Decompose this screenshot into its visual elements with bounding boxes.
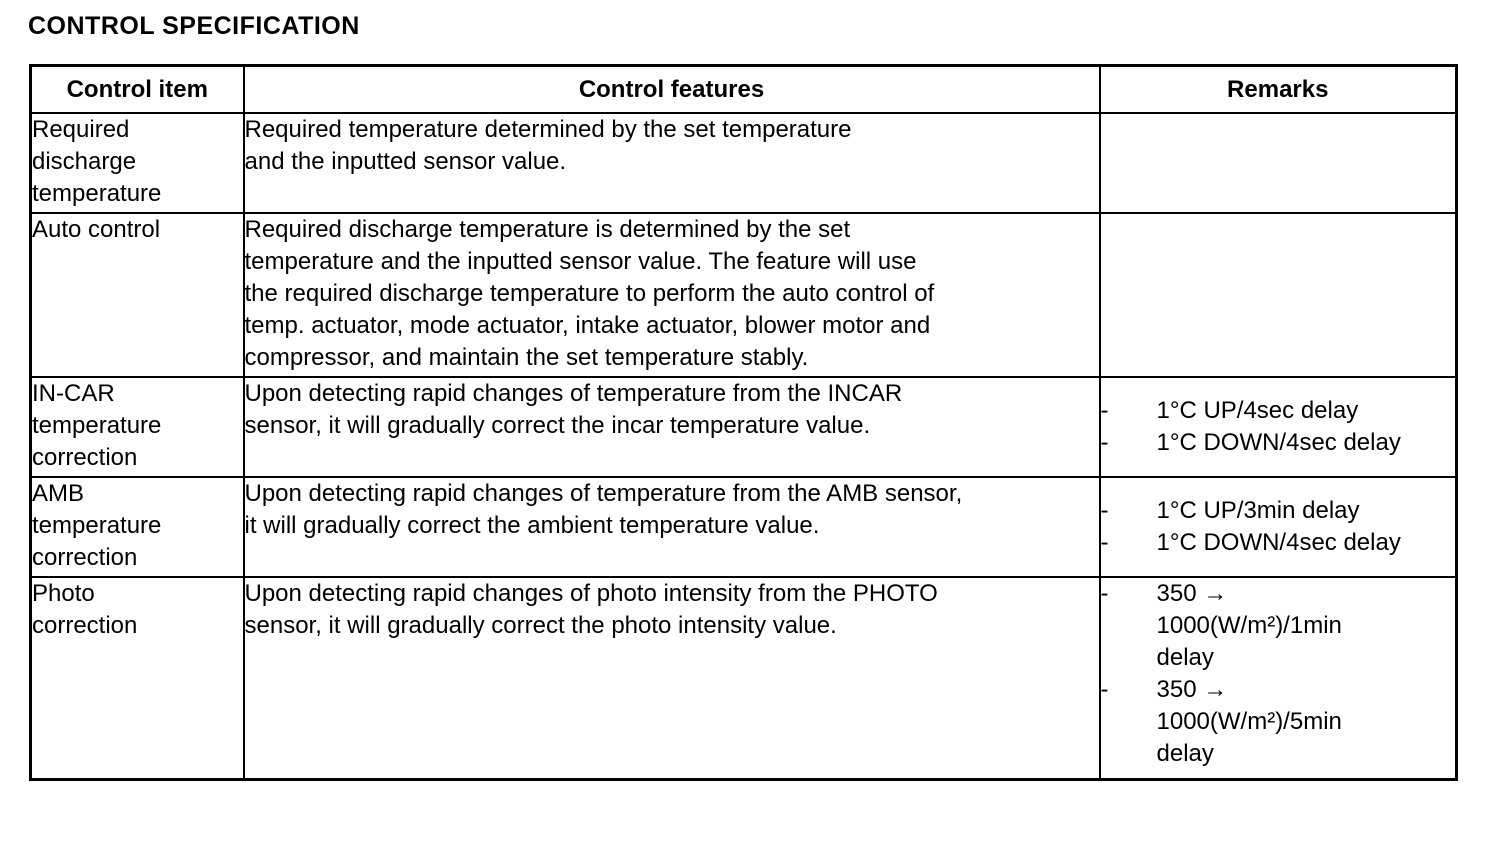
remark-text: 350 → [1156, 676, 1228, 703]
control-features-line: Upon detecting rapid changes of temperature from the INCAR [244, 380, 903, 407]
remark-text: 350 → [1156, 580, 1228, 607]
remark-item [1101, 427, 1456, 459]
control-features-line: temp. actuator, mode actuator, intake actuator, blower motor and [244, 312, 931, 339]
control-item-line: Photo [32, 580, 95, 607]
control-item-line: discharge [32, 148, 137, 175]
control-features-line: the required discharge temperature to perform the auto control of [244, 280, 935, 307]
remarks-cell [1100, 213, 1457, 377]
remark-text: 1000(W/m²)/1min [1156, 612, 1342, 639]
header-control-features: Control features [244, 66, 1100, 114]
remarks-list [1101, 578, 1456, 770]
control-features-line: compressor, and maintain the set temperature stably. [244, 344, 809, 371]
remarks-cell [1100, 577, 1457, 780]
control-item-line: temperature [32, 180, 162, 207]
control-features-cell [244, 577, 1100, 780]
control-specification-table [29, 64, 1458, 781]
control-features-line: sensor, it will gradually correct the photo intensity value. [244, 612, 837, 639]
dash-bullet: - [1100, 580, 1109, 607]
dash-bullet: - [1100, 529, 1109, 556]
control-features-cell [244, 113, 1100, 213]
remark-item [1101, 495, 1456, 527]
remark-text: 1°C UP/4sec delay [1156, 397, 1359, 424]
remark-item [1101, 395, 1456, 427]
control-item-cell [31, 113, 244, 213]
control-item-cell [31, 477, 244, 577]
control-item-line: AMB [32, 480, 85, 507]
control-features-line: Upon detecting rapid changes of photo intensity from the PHOTO [244, 580, 938, 607]
control-item-line: IN-CAR [32, 380, 115, 407]
control-features-line: Required discharge temperature is determined by the set [244, 216, 851, 243]
remark-text: 1000(W/m²)/5min [1156, 708, 1342, 735]
remarks-cell [1100, 113, 1457, 213]
control-features-line: sensor, it will gradually correct the incar temperature value. [244, 412, 871, 439]
table-row [31, 377, 1457, 477]
remark-text: delay [1156, 644, 1214, 671]
remark-item [1101, 674, 1456, 770]
dash-bullet: - [1100, 497, 1109, 524]
control-features-cell [244, 377, 1100, 477]
dash-bullet: - [1100, 676, 1109, 703]
control-features-line: and the inputted sensor value. [244, 148, 567, 175]
remark-item [1101, 578, 1456, 674]
dash-bullet: - [1100, 429, 1109, 456]
control-item-line: Required [32, 116, 130, 143]
control-item-cell [31, 213, 244, 377]
remarks-list [1101, 495, 1456, 559]
remark-text: 1°C UP/3min delay [1156, 497, 1360, 524]
remarks-cell [1100, 477, 1457, 577]
page-title: CONTROL SPECIFICATION [28, 12, 360, 40]
control-features-cell [244, 477, 1100, 577]
remarks-list [1101, 395, 1456, 459]
control-item-line: correction [32, 444, 138, 471]
table-row [31, 213, 1457, 377]
control-features-line: temperature and the inputted sensor value. The feature will use [244, 248, 917, 275]
header-remarks: Remarks [1100, 66, 1457, 114]
remark-item [1101, 527, 1456, 559]
control-item-cell [31, 377, 244, 477]
table-row [31, 577, 1457, 780]
control-features-line: Upon detecting rapid changes of temperature from the AMB sensor, [244, 480, 963, 507]
control-item-line: correction [32, 544, 138, 571]
control-item-line: Auto control [32, 216, 161, 243]
control-features-line: it will gradually correct the ambient temperature value. [244, 512, 820, 539]
control-features-cell [244, 213, 1100, 377]
table-row [31, 113, 1457, 213]
remarks-cell [1100, 377, 1457, 477]
remark-text: 1°C DOWN/4sec delay [1156, 429, 1401, 456]
remark-text: delay [1156, 740, 1214, 767]
control-features-line: Required temperature determined by the set temperature [244, 116, 852, 143]
table-row [31, 477, 1457, 577]
control-item-line: temperature [32, 412, 162, 439]
control-item-line: temperature [32, 512, 162, 539]
control-item-line: correction [32, 612, 138, 639]
header-control-item: Control item [31, 66, 244, 114]
dash-bullet: - [1100, 397, 1109, 424]
table-header-row [31, 66, 1457, 114]
control-item-cell [31, 577, 244, 780]
remark-text: 1°C DOWN/4sec delay [1156, 529, 1401, 556]
